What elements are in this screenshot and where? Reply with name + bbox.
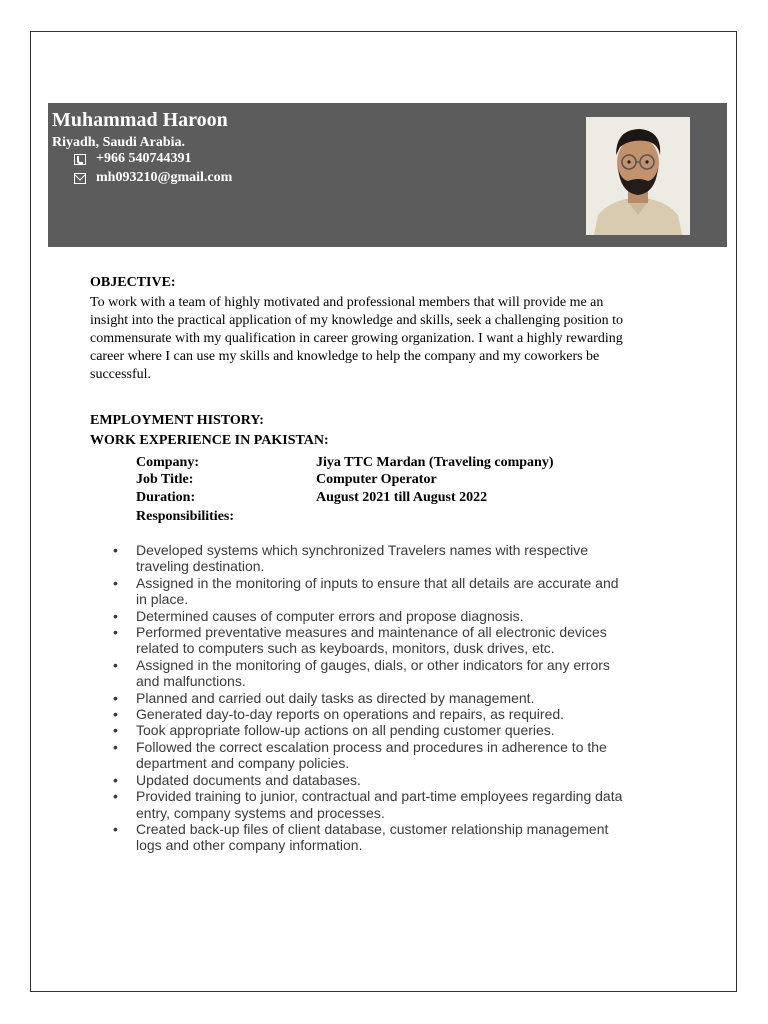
- list-item-line: Took appropriate follow-up actions on all pending customer queries.: [136, 722, 555, 739]
- list-item-line: entry, company systems and processes.: [136, 804, 385, 821]
- list-item: [113, 738, 676, 772]
- job-title-value: Computer Operator: [316, 472, 437, 487]
- list-item: [113, 624, 676, 657]
- list-item: [113, 771, 676, 788]
- bullet-icon: •: [113, 574, 118, 591]
- bullet-icon: •: [113, 788, 118, 805]
- list-item-line: Provided training to junior, contractual and part-time employees regarding data: [136, 788, 623, 805]
- list-item-line: Performed preventative measures and maintenance of all electronic devices: [136, 624, 607, 641]
- list-item-line: Followed the correct escalation process and procedures in adherence to the: [136, 738, 607, 755]
- responsibilities-list: [113, 542, 676, 854]
- phone-number: +966 540744391: [96, 151, 192, 166]
- list-item-line: Assigned in the monitoring of gauges, dials, or other indicators for any errors: [136, 656, 610, 673]
- list-item: [113, 820, 676, 854]
- list-item: [113, 706, 676, 723]
- responsibilities-label: Responsibilities:: [136, 509, 235, 524]
- list-item-line: logs and other company information.: [136, 837, 363, 854]
- envelope-icon: [74, 173, 86, 184]
- list-item-line: Determined causes of computer errors and propose diagnosis.: [136, 607, 524, 624]
- objective-line: insight into the practical application of my knowledge and skills, seek a challenging position to: [90, 313, 624, 328]
- bullet-icon: •: [113, 656, 118, 673]
- profile-photo: [586, 117, 690, 235]
- list-item-line: Generated day-to-day reports on operations and repairs, as required.: [136, 706, 565, 723]
- list-item-line: Created back-up files of client database, customer relationship management: [136, 820, 609, 837]
- company-label: Company:: [136, 455, 200, 470]
- bullet-icon: •: [113, 624, 118, 641]
- list-item-line: in place.: [136, 591, 189, 608]
- objective-line: commensurate with my qualification in career growing organization. I want a highly rewarding: [90, 331, 623, 346]
- list-item-line: Planned and carried out daily tasks as directed by management.: [136, 689, 535, 706]
- candidate-location: Riyadh, Saudi Arabia.: [52, 135, 186, 150]
- list-item-line: related to computers such as keyboards, monitors, dusk drives, etc.: [136, 640, 555, 657]
- duration-label: Duration:: [136, 490, 196, 505]
- list-item-line: and malfunctions.: [136, 673, 246, 690]
- bullet-icon: •: [113, 771, 118, 788]
- list-item: [113, 689, 676, 706]
- list-item: [113, 788, 676, 821]
- objective-line: successful.: [90, 367, 152, 382]
- bullet-icon: •: [113, 820, 118, 837]
- candidate-name: Muhammad Haroon: [52, 109, 228, 131]
- bullet-icon: •: [113, 738, 118, 755]
- responsibilities-row: [136, 508, 234, 526]
- email-address: mh093210@gmail.com: [96, 170, 233, 185]
- company-value: Jiya TTC Mardan (Traveling company): [316, 455, 554, 470]
- list-item: [113, 722, 676, 739]
- phone-icon: [74, 154, 86, 165]
- objective-line: career where I can use my skills and knowledge to help the company and my coworkers be: [90, 349, 600, 364]
- resume-header: [48, 103, 727, 247]
- phone-contact: [74, 151, 191, 167]
- bullet-icon: •: [113, 689, 118, 706]
- list-item: [113, 656, 676, 690]
- profile-photo-illustration: [586, 117, 690, 235]
- job-title-label: Job Title:: [136, 472, 194, 487]
- work-experience-heading: WORK EXPERIENCE IN PAKISTAN:: [90, 433, 329, 448]
- email-contact: [74, 170, 232, 186]
- list-item-line: traveling destination.: [136, 558, 265, 575]
- list-item: [113, 542, 676, 575]
- bullet-icon: •: [113, 706, 118, 723]
- company-row: [136, 454, 554, 472]
- duration-value: August 2021 till August 2022: [316, 490, 488, 505]
- list-item-line: Updated documents and databases.: [136, 771, 361, 788]
- duration-row: [136, 489, 488, 507]
- list-item: [113, 574, 676, 608]
- objective-paragraph: [90, 294, 680, 384]
- objective-heading: OBJECTIVE:: [90, 275, 176, 290]
- bullet-icon: •: [113, 542, 118, 558]
- objective-line: To work with a team of highly motivated and professional members that will provide me an: [90, 295, 604, 310]
- job-title-row: [136, 471, 437, 489]
- list-item-line: department and company policies.: [136, 755, 350, 772]
- employment-history-heading: EMPLOYMENT HISTORY:: [90, 413, 264, 428]
- list-item: [113, 607, 676, 624]
- list-item-line: Developed systems which synchronized Travelers names with respective: [136, 542, 589, 558]
- bullet-icon: •: [113, 722, 118, 739]
- list-item-line: Assigned in the monitoring of inputs to ensure that all details are accurate and: [136, 574, 619, 591]
- bullet-icon: •: [113, 607, 118, 624]
